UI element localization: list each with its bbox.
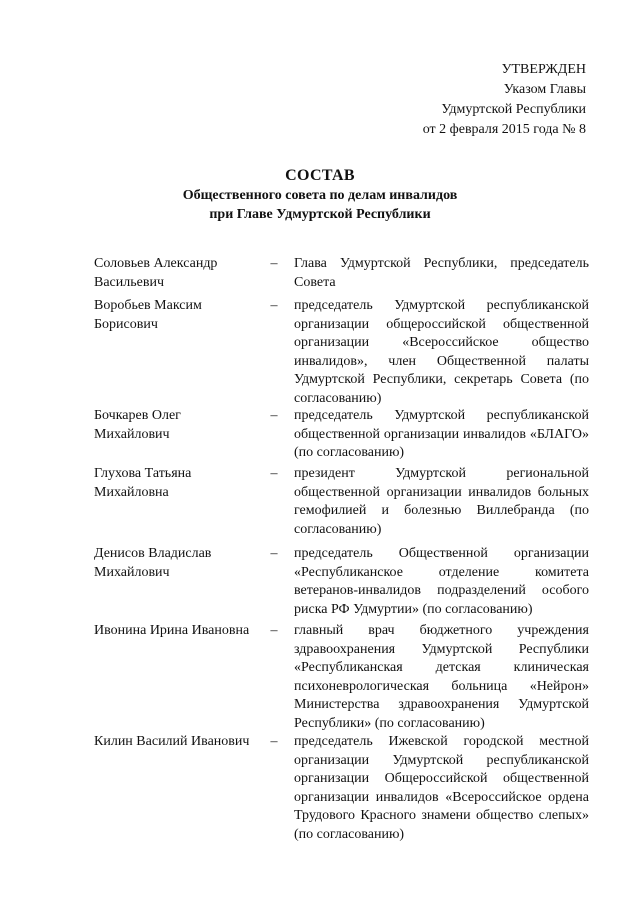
member-name: Глухова Татьяна Михайловна	[94, 466, 192, 500]
member-name: Килин Василий Иванович	[94, 734, 250, 749]
member-row	[94, 622, 589, 733]
member-dash: –	[270, 256, 278, 271]
member-role: председатель Удмуртской республиканской общественной организации инвалидов «БЛАГО» (по согласованию)	[294, 408, 589, 460]
member-dash: –	[270, 466, 278, 481]
member-role: председатель Ижевской городской местной организации Удмуртской республиканской организации Общероссийской общественной организации инвалидов «Всероссийское ордена Трудового Красного знамени общество слепых» (по согласованию)	[294, 734, 589, 842]
member-name: Ивонина Ирина Ивановна	[94, 623, 250, 638]
member-dash: –	[270, 546, 278, 561]
approval-line-date: от 2 февраля 2015 года № 8	[422, 122, 586, 137]
approval-stamp	[423, 60, 586, 140]
member-name: Соловьев Александр Васильевич	[94, 256, 218, 290]
member-row	[94, 545, 589, 619]
member-dash: –	[270, 298, 278, 313]
member-row	[94, 255, 589, 292]
member-row	[94, 407, 589, 463]
member-row	[94, 465, 589, 539]
member-role: председатель Удмуртской республиканской организации общероссийской общественной организации «Всероссийское общество инвалидов», член Общественной палаты Удмуртской Республики, секретарь Совета (по согласованию)	[294, 298, 589, 406]
member-dash: –	[270, 734, 278, 749]
member-role: главный врач бюджетного учреждения здравоохранения Удмуртской Республики «Республиканская детская клиническая психоневрологическая больница «Нейрон» Министерства здравоохранения Удмуртской Республики» (по согласованию)	[294, 623, 589, 731]
member-name: Бочкарев Олег Михайлович	[94, 408, 181, 442]
member-row	[94, 297, 589, 408]
title-main: СОСТАВ	[285, 167, 355, 184]
approval-title: УТВЕРЖДЕН	[501, 62, 586, 77]
approval-line-decree: Указом Главы	[503, 82, 586, 97]
title-subtitle-1: Общественного совета по делам инвалидов	[182, 188, 458, 203]
title-subtitle-2: при Главе Удмуртской Республики	[209, 207, 431, 222]
approval-line-republic: Удмуртской Республики	[441, 102, 586, 117]
member-name: Денисов Владислав Михайлович	[94, 546, 212, 580]
member-row	[94, 733, 589, 844]
member-role: председатель Общественной организации «Республиканское отделение комитета ветеранов-инвалидов подразделений особого риска РФ Удмуртии» (по согласованию)	[294, 546, 589, 617]
document-title	[0, 166, 640, 224]
member-role: Глава Удмуртской Республики, председатель Совета	[294, 256, 589, 290]
member-role: президент Удмуртской региональной общественной организации инвалидов больных гемофилией и болезнью Виллебранда (по согласованию)	[294, 466, 589, 537]
member-dash: –	[270, 408, 278, 423]
member-dash: –	[270, 623, 278, 638]
member-name: Воробьев Максим Борисович	[94, 298, 202, 332]
